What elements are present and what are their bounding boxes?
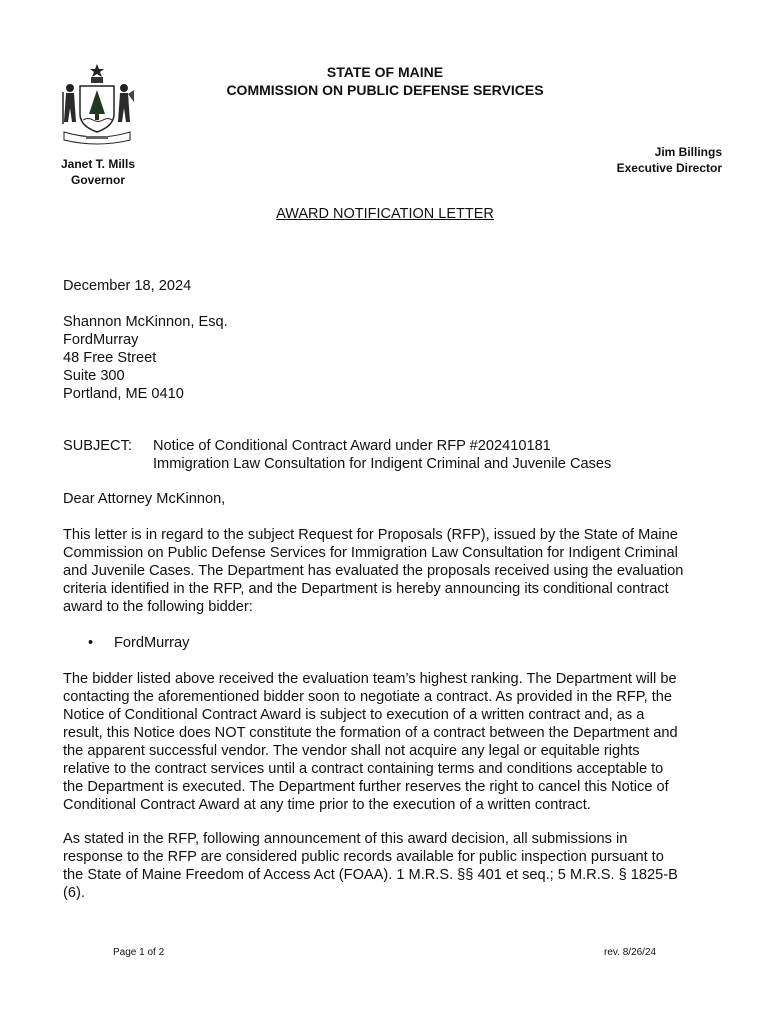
paragraph-line: As stated in the RFP, following announcement of this award decision, all submissions in (63, 831, 628, 847)
header-line-1: STATE OF MAINE (326, 64, 444, 80)
paragraph-line: response to the RFP are considered public records available for public inspection pursuant to (63, 849, 664, 865)
revision-date: rev. 8/26/24 (604, 947, 657, 958)
paragraph-3 (63, 830, 713, 902)
bullet-list (88, 634, 189, 652)
subject-label: SUBJECT: (63, 438, 132, 454)
director-title: Executive Director (616, 161, 722, 175)
director-block (590, 144, 722, 176)
governor-name: Janet T. Mills (60, 157, 136, 171)
letter-date: December 18, 2024 (63, 278, 192, 294)
paragraph-line: the apparent successful vendor. The vendor shall not acquire any legal or equitable rights (63, 743, 640, 759)
governor-title: Governor (70, 173, 125, 187)
paragraph-line: contacting the aforementioned bidder soon to negotiate a contract. As provided in the RFP, the (63, 689, 673, 705)
paragraph-2 (63, 670, 713, 814)
director-name: Jim Billings (654, 145, 722, 159)
paragraph-line: Notice of Conditional Contract Award is subject to execution of a written contract and, as a (63, 707, 645, 723)
address-line: Portland, ME 0410 (63, 386, 184, 402)
address-line: Suite 300 (63, 368, 125, 384)
subject-line: Notice of Conditional Contract Award under RFP #202410181 (153, 438, 551, 454)
bullet-icon: • (88, 635, 94, 651)
recipient-address (63, 313, 228, 403)
paragraph-1 (63, 526, 713, 616)
paragraph-line: criteria identified in the RFP, and the Department is hereby announcing its conditional contract (63, 581, 669, 597)
paragraph-line: The bidder listed above received the evaluation team’s highest ranking. The Department will be (63, 671, 677, 687)
subject-line: Immigration Law Consultation for Indigent Criminal and Juvenile Cases (153, 456, 612, 472)
header-line-2: COMMISSION ON PUBLIC DEFENSE SERVICES (226, 82, 544, 98)
bullet-item: FordMurray (114, 635, 190, 651)
paragraph-line: award to the following bidder: (63, 599, 253, 615)
paragraph-line: relative to the contract services until a contract containing terms and conditions acceptable to (63, 761, 664, 777)
subject-text (153, 437, 611, 473)
address-line: Shannon McKinnon, Esq. (63, 314, 228, 330)
address-line: FordMurray (63, 332, 139, 348)
paragraph-line: (6). (63, 885, 85, 901)
paragraph-line: and Juvenile Cases. The Department has evaluated the proposals received using the evaluation (63, 563, 684, 579)
page-number: Page 1 of 2 (113, 947, 165, 958)
paragraph-line: the Department is executed. The Department further reserves the right to cancel this Notice of (63, 779, 669, 795)
address-line: 48 Free Street (63, 350, 157, 366)
letter-title: AWARD NOTIFICATION LETTER (276, 206, 494, 222)
paragraph-line: result, this Notice does NOT constitute the formation of a contract between the Department and (63, 725, 678, 741)
governor-block (56, 156, 140, 188)
salutation: Dear Attorney McKinnon, (63, 491, 226, 507)
paragraph-line: Commission on Public Defense Services for Immigration Law Consultation for Indigent Criminal (63, 545, 678, 561)
paragraph-line: This letter is in regard to the subject Request for Proposals (RFP), issued by the State of Maine (63, 527, 678, 543)
paragraph-line: Conditional Contract Award at any time prior to the execution of a written contract. (63, 797, 591, 813)
paragraph-line: the State of Maine Freedom of Access Act (FOAA). 1 M.R.S. §§ 401 et seq.; 5 M.R.S. § 1825-B (63, 867, 678, 883)
